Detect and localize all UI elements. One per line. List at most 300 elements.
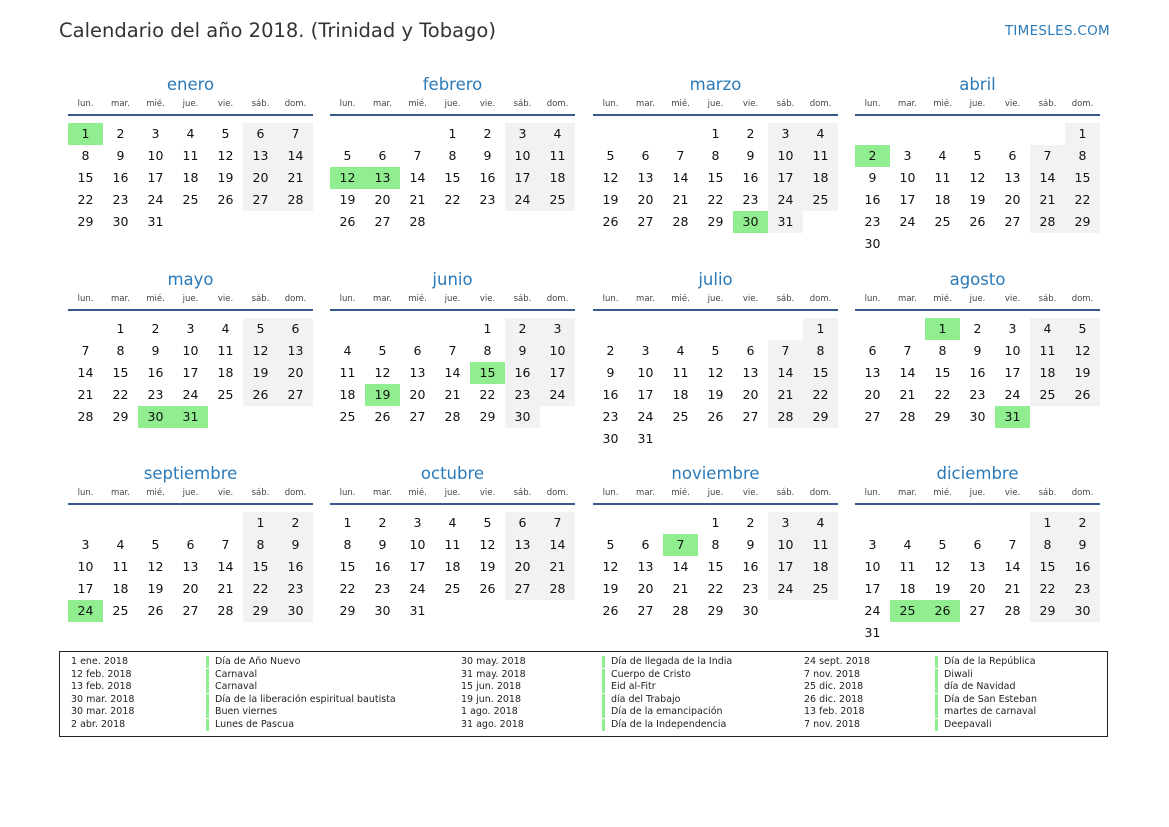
day-cell: 27: [969, 603, 986, 618]
day-cell: 7: [903, 343, 912, 358]
day-cell: 6: [641, 148, 650, 163]
day-cell: 14: [1004, 559, 1021, 574]
day-cell: 16: [1065, 556, 1100, 578]
day-cell: 18: [1030, 362, 1065, 384]
day-cell: 25: [1030, 384, 1065, 406]
holiday-legend: [59, 651, 1108, 737]
day-cell: 23: [742, 581, 759, 596]
weekday-label: lun.: [77, 488, 94, 498]
weekday-label: vie.: [217, 99, 234, 109]
day-cell: 3: [151, 126, 160, 141]
day-cell: 31: [637, 431, 654, 446]
weekday-label: vie.: [217, 488, 234, 498]
holiday-name: Carnaval: [206, 669, 257, 681]
day-cell: 19: [479, 559, 496, 574]
day-cell: 2: [278, 512, 313, 534]
day-cell: 22: [243, 578, 278, 600]
day-cell: 14: [540, 534, 575, 556]
day-cell: 6: [378, 148, 387, 163]
month-diciembre: [855, 463, 1100, 643]
weekday-label: lun.: [602, 294, 619, 304]
day-cell: 1: [1030, 512, 1065, 534]
day-cell: 22: [77, 192, 94, 207]
day-cell: 20: [374, 192, 391, 207]
month-junio: [330, 269, 575, 449]
month-name: mayo: [167, 270, 214, 289]
day-cell: 24: [768, 189, 803, 211]
weekday-label: jue.: [707, 294, 724, 304]
day-cell: 20: [409, 387, 426, 402]
day-cell: 20: [182, 581, 199, 596]
day-cell: 25: [672, 409, 689, 424]
day-cell: 15: [707, 170, 724, 185]
day-cell: 29: [803, 406, 838, 428]
day-cell: 22: [1030, 578, 1065, 600]
day-cell: 1: [803, 318, 838, 340]
weekday-label: lun.: [339, 488, 356, 498]
day-cell: 1: [116, 321, 125, 336]
day-cell: 2: [606, 343, 615, 358]
day-cell: 1: [448, 126, 457, 141]
day-cell: 26: [243, 384, 278, 406]
day-cell: 18: [217, 365, 234, 380]
day-cell: 8: [711, 148, 720, 163]
day-cell: 27: [864, 409, 881, 424]
weekday-label: lun.: [864, 99, 881, 109]
day-cell: 12: [602, 170, 619, 185]
day-cell: 10: [409, 537, 426, 552]
day-cell: 15: [707, 559, 724, 574]
weekday-label: lun.: [864, 488, 881, 498]
holiday-date: 31 may. 2018: [461, 668, 526, 680]
weekday-label: lun.: [339, 99, 356, 109]
day-cell: 15: [339, 559, 356, 574]
day-cell: 27: [374, 214, 391, 229]
weekday-label: sáb.: [1038, 99, 1057, 109]
day-cell-holiday: 15: [470, 362, 505, 384]
month-name: enero: [166, 75, 215, 94]
day-cell: 27: [278, 384, 313, 406]
day-cell: 7: [1030, 145, 1065, 167]
day-cell: 13: [969, 559, 986, 574]
day-cell: 23: [374, 581, 391, 596]
day-cell: 30: [278, 600, 313, 622]
day-cell: 15: [112, 365, 129, 380]
day-cell: 12: [479, 537, 496, 552]
day-cell: 8: [116, 343, 125, 358]
day-cell: 7: [221, 537, 230, 552]
day-cell-holiday: 1: [68, 123, 103, 145]
weekday-label: mar.: [636, 294, 655, 304]
day-cell: 3: [641, 343, 650, 358]
day-cell: 13: [637, 559, 654, 574]
weekday-label: mié.: [146, 294, 165, 304]
holiday-name: Carnaval: [206, 681, 257, 693]
day-cell: 23: [969, 387, 986, 402]
weekday-label: vie.: [217, 294, 234, 304]
day-cell: 13: [278, 340, 313, 362]
header-rule: [330, 503, 575, 505]
day-cell: 20: [969, 581, 986, 596]
day-cell: 21: [540, 556, 575, 578]
day-cell: 10: [1004, 343, 1021, 358]
day-cell: 12: [147, 559, 164, 574]
day-cell: 4: [903, 537, 912, 552]
holiday-name: día del Trabajo: [602, 694, 680, 706]
day-cell: 17: [77, 581, 94, 596]
day-cell: 10: [147, 148, 164, 163]
day-cell: 9: [1065, 534, 1100, 556]
month-name: diciembre: [936, 464, 1019, 483]
holiday-date: 12 feb. 2018: [71, 668, 132, 680]
day-cell: 28: [444, 409, 461, 424]
day-cell: 9: [746, 148, 755, 163]
day-cell: 17: [182, 365, 199, 380]
day-cell: 28: [768, 406, 803, 428]
weekday-label: dom.: [546, 488, 569, 498]
day-cell: 8: [1065, 145, 1100, 167]
weekday-label: mar.: [898, 99, 917, 109]
day-cell: 10: [768, 145, 803, 167]
day-cell: 27: [742, 409, 759, 424]
weekday-label: mié.: [671, 294, 690, 304]
day-cell: 6: [973, 537, 982, 552]
day-cell: 29: [112, 409, 129, 424]
day-cell: 21: [1030, 189, 1065, 211]
day-cell: 4: [803, 123, 838, 145]
day-cell: 25: [112, 603, 129, 618]
holiday-name: Día de la República: [935, 656, 1036, 668]
day-cell: 3: [81, 537, 90, 552]
day-cell: 14: [409, 170, 426, 185]
day-cell: 17: [540, 362, 575, 384]
day-cell: 20: [505, 556, 540, 578]
day-cell: 29: [707, 214, 724, 229]
weekday-label: vie.: [742, 99, 759, 109]
day-cell: 23: [479, 192, 496, 207]
weekday-label: lun.: [864, 294, 881, 304]
month-name: julio: [698, 270, 733, 289]
holiday-name: Día de llegada de la India: [602, 656, 732, 668]
day-cell: 13: [742, 365, 759, 380]
day-cell: 22: [479, 387, 496, 402]
day-cell: 11: [672, 365, 689, 380]
day-cell: 28: [217, 603, 234, 618]
weekday-label: sáb.: [251, 294, 270, 304]
day-cell: 27: [637, 603, 654, 618]
day-cell: 9: [151, 343, 160, 358]
day-cell: 3: [768, 123, 803, 145]
weekday-label: mié.: [408, 488, 427, 498]
day-cell: 2: [505, 318, 540, 340]
day-cell: 4: [343, 343, 352, 358]
day-cell: 2: [483, 126, 492, 141]
day-cell: 8: [711, 537, 720, 552]
weekday-label: mar.: [898, 294, 917, 304]
day-cell: 25: [934, 214, 951, 229]
day-cell: 4: [116, 537, 125, 552]
day-cell: 5: [343, 148, 352, 163]
day-cell: 8: [483, 343, 492, 358]
day-cell: 19: [243, 362, 278, 384]
day-cell: 5: [1065, 318, 1100, 340]
weekday-label: vie.: [1004, 294, 1021, 304]
month-julio: [593, 269, 838, 449]
day-cell: 15: [1030, 556, 1065, 578]
day-cell: 17: [147, 170, 164, 185]
day-cell: 6: [746, 343, 755, 358]
day-cell: 5: [938, 537, 947, 552]
holiday-name: Deepavali: [935, 719, 992, 731]
day-cell: 12: [602, 559, 619, 574]
day-cell: 2: [973, 321, 982, 336]
day-cell: 6: [505, 512, 540, 534]
day-cell: 11: [803, 145, 838, 167]
day-cell-holiday: 25: [890, 600, 925, 622]
day-cell: 27: [505, 578, 540, 600]
day-cell: 24: [505, 189, 540, 211]
day-cell: 11: [217, 343, 234, 358]
day-cell: 1: [343, 515, 352, 530]
day-cell: 10: [864, 559, 881, 574]
weekday-label: dom.: [1071, 488, 1094, 498]
weekday-label: lun.: [77, 294, 94, 304]
day-cell: 30: [505, 406, 540, 428]
day-cell: 3: [768, 512, 803, 534]
day-cell: 18: [803, 556, 838, 578]
day-cell: 21: [899, 387, 916, 402]
day-cell-holiday: 30: [138, 406, 173, 428]
day-cell: 6: [278, 318, 313, 340]
month-name: marzo: [689, 75, 742, 94]
day-cell: 14: [672, 170, 689, 185]
holiday-date: 25 dic. 2018: [804, 681, 864, 693]
weekday-label: lun.: [339, 294, 356, 304]
weekday-label: mar.: [636, 99, 655, 109]
holiday-date: 26 dic. 2018: [804, 693, 864, 705]
weekday-label: mar.: [636, 488, 655, 498]
day-cell: 3: [413, 515, 422, 530]
day-cell: 10: [637, 365, 654, 380]
day-cell: 16: [864, 192, 881, 207]
day-cell: 27: [637, 214, 654, 229]
holiday-name: Diwali: [935, 669, 973, 681]
day-cell: 4: [221, 321, 230, 336]
day-cell: 16: [969, 365, 986, 380]
day-cell: 24: [864, 603, 881, 618]
day-cell: 27: [182, 603, 199, 618]
day-cell: 21: [217, 581, 234, 596]
weekday-label: jue.: [182, 294, 199, 304]
day-cell: 25: [803, 578, 838, 600]
day-cell: 19: [969, 192, 986, 207]
day-cell: 20: [637, 192, 654, 207]
day-cell: 22: [444, 192, 461, 207]
day-cell: 29: [707, 603, 724, 618]
day-cell: 1: [711, 126, 720, 141]
day-cell: 9: [505, 340, 540, 362]
weekday-label: mié.: [933, 488, 952, 498]
day-cell: 11: [934, 170, 951, 185]
day-cell: 15: [77, 170, 94, 185]
day-cell: 2: [1065, 512, 1100, 534]
day-cell: 26: [217, 192, 234, 207]
holiday-name: Día de la emancipación: [602, 706, 723, 718]
day-cell: 7: [448, 343, 457, 358]
day-cell: 6: [1008, 148, 1017, 163]
weekday-label: vie.: [742, 488, 759, 498]
day-cell: 13: [243, 145, 278, 167]
weekday-label: mié.: [408, 99, 427, 109]
day-cell: 2: [116, 126, 125, 141]
day-cell: 22: [339, 581, 356, 596]
weekday-label: jue.: [182, 99, 199, 109]
brand-link[interactable]: TIMESLES.COM: [1004, 23, 1110, 39]
header-rule: [593, 309, 838, 311]
month-name: septiembre: [143, 464, 238, 483]
holiday-name: Día de la Independencia: [602, 719, 726, 731]
day-cell: 8: [448, 148, 457, 163]
day-cell: 19: [602, 581, 619, 596]
day-cell: 28: [278, 189, 313, 211]
day-cell: 15: [243, 556, 278, 578]
day-cell: 14: [768, 362, 803, 384]
day-cell: 27: [1004, 214, 1021, 229]
day-cell: 17: [864, 581, 881, 596]
holiday-name: Lunes de Pascua: [206, 719, 294, 731]
day-cell: 4: [540, 123, 575, 145]
day-cell: 28: [672, 214, 689, 229]
day-cell-holiday: 7: [663, 534, 698, 556]
day-cell: 21: [1004, 581, 1021, 596]
day-cell: 30: [1065, 600, 1100, 622]
day-cell: 11: [899, 559, 916, 574]
day-cell: 17: [768, 167, 803, 189]
holiday-date: 19 jun. 2018: [461, 693, 522, 705]
day-cell: 9: [606, 365, 615, 380]
day-cell: 26: [339, 214, 356, 229]
holiday-name: martes de carnaval: [935, 706, 1036, 718]
month-name: noviembre: [671, 464, 760, 483]
month-abril: [855, 74, 1100, 254]
day-cell: 11: [112, 559, 129, 574]
month-agosto: [855, 269, 1100, 449]
weekday-label: vie.: [1004, 99, 1021, 109]
day-cell: 5: [711, 343, 720, 358]
day-cell: 31: [147, 214, 164, 229]
day-cell: 26: [602, 214, 619, 229]
day-cell: 8: [81, 148, 90, 163]
header-rule: [855, 114, 1100, 116]
day-cell: 25: [540, 189, 575, 211]
day-cell: 30: [112, 214, 129, 229]
day-cell: 19: [602, 192, 619, 207]
weekday-label: mié.: [933, 99, 952, 109]
header-rule: [330, 309, 575, 311]
day-cell: 29: [934, 409, 951, 424]
day-cell: 8: [243, 534, 278, 556]
day-cell: 17: [637, 387, 654, 402]
day-cell: 27: [409, 409, 426, 424]
day-cell: 4: [448, 515, 457, 530]
weekday-label: jue.: [969, 488, 986, 498]
day-cell: 5: [221, 126, 230, 141]
weekday-label: sáb.: [251, 99, 270, 109]
day-cell: 6: [413, 343, 422, 358]
weekday-label: dom.: [809, 488, 832, 498]
weekday-label: sáb.: [776, 294, 795, 304]
day-cell: 1: [711, 515, 720, 530]
holiday-date: 13 feb. 2018: [804, 706, 865, 718]
day-cell: 23: [505, 384, 540, 406]
day-cell: 4: [186, 126, 195, 141]
day-cell: 14: [278, 145, 313, 167]
day-cell: 10: [768, 534, 803, 556]
weekday-label: dom.: [809, 294, 832, 304]
day-cell: 12: [217, 148, 234, 163]
day-cell: 21: [409, 192, 426, 207]
day-cell: 28: [1030, 211, 1065, 233]
day-cell: 18: [540, 167, 575, 189]
day-cell: 24: [1004, 387, 1021, 402]
day-cell: 11: [540, 145, 575, 167]
day-cell: 30: [969, 409, 986, 424]
day-cell: 29: [1030, 600, 1065, 622]
weekday-label: sáb.: [1038, 294, 1057, 304]
day-cell: 16: [374, 559, 391, 574]
day-cell: 11: [803, 534, 838, 556]
day-cell: 9: [116, 148, 125, 163]
weekday-label: dom.: [546, 294, 569, 304]
day-cell: 24: [637, 409, 654, 424]
day-cell: 19: [339, 192, 356, 207]
weekday-label: mar.: [373, 488, 392, 498]
day-cell: 9: [868, 170, 877, 185]
month-name: abril: [959, 75, 996, 94]
header-rule: [855, 309, 1100, 311]
day-cell: 16: [602, 387, 619, 402]
day-cell: 19: [707, 387, 724, 402]
weekday-label: jue.: [444, 488, 461, 498]
day-cell: 7: [1008, 537, 1017, 552]
day-cell: 10: [182, 343, 199, 358]
day-cell: 23: [147, 387, 164, 402]
day-cell: 17: [505, 167, 540, 189]
day-cell: 12: [374, 365, 391, 380]
day-cell: 26: [147, 603, 164, 618]
day-cell: 3: [540, 318, 575, 340]
weekday-label: mié.: [671, 488, 690, 498]
header-rule: [855, 503, 1100, 505]
day-cell: 20: [1004, 192, 1021, 207]
day-cell: 28: [409, 214, 426, 229]
month-octubre: [330, 463, 575, 643]
day-cell: 5: [606, 148, 615, 163]
day-cell: 16: [278, 556, 313, 578]
day-cell: 22: [707, 581, 724, 596]
month-name: junio: [432, 270, 473, 289]
weekday-label: vie.: [1004, 488, 1021, 498]
day-cell: 13: [409, 365, 426, 380]
day-cell: 8: [803, 340, 838, 362]
day-cell: 4: [1030, 318, 1065, 340]
weekday-label: lun.: [77, 99, 94, 109]
day-cell: 23: [1065, 578, 1100, 600]
weekday-label: jue.: [707, 488, 724, 498]
day-cell: 15: [803, 362, 838, 384]
holiday-date: 24 sept. 2018: [804, 656, 870, 667]
holiday-date: 30 may. 2018: [461, 656, 526, 667]
